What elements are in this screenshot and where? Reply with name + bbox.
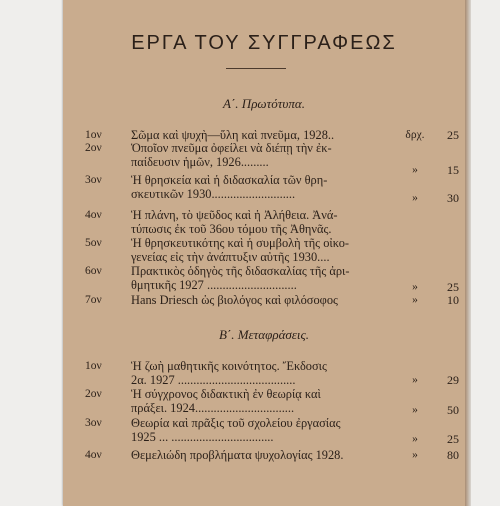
ditto-mark: »	[412, 192, 418, 204]
section-heading-translations: Β΄. Μεταφράσεις.	[218, 327, 310, 342]
item-title-line: Ἡ θρησκευτικότης καὶ ἡ συμβολὴ τῆς οἰκο-	[131, 236, 350, 250]
item-number: 3ον	[85, 174, 102, 186]
item-title-line: Πρακτικὸς ὁδηγὸς τῆς διδασκαλίας τῆς ἀρι-	[131, 264, 350, 278]
ditto-mark: »	[412, 281, 418, 293]
item-title-line: Hans Driesch ὡς βιολόγος καὶ φιλόσοφος	[131, 293, 338, 307]
section-heading-originals: Α΄. Πρωτότυπα.	[223, 96, 305, 111]
item-price: 25	[447, 432, 459, 446]
item-price: 25	[447, 280, 459, 294]
item-title-line: 1925 ... .................................	[131, 430, 274, 444]
item-price: 10	[447, 293, 459, 307]
item-number: 7ον	[85, 294, 102, 306]
item-number: 1ον	[85, 360, 102, 372]
item-price: 30	[447, 191, 459, 205]
item-title-line: Ἡ σύγχρονος διδακτικὴ ἐν θεωρίᾳ καὶ	[131, 387, 321, 401]
item-number: 4ον	[85, 209, 102, 221]
item-title-line: 2α. 1927 ......................................	[131, 373, 296, 387]
item-title-line: Σῶμα καὶ ψυχὴ—ὕλη καὶ πνεῦμα, 1928..	[131, 128, 335, 142]
ditto-mark: »	[412, 449, 418, 461]
item-price: 50	[447, 403, 459, 417]
ditto-mark: »	[412, 404, 418, 416]
currency-mark: δρχ.	[405, 129, 425, 141]
item-price: 15	[447, 163, 459, 177]
item-price: 29	[447, 373, 459, 387]
item-number: 5ον	[85, 237, 102, 249]
item-title-line: θμητικῆς 1927 .............................	[131, 278, 297, 292]
item-number: 6ον	[85, 265, 102, 277]
item-title-line: σκευτικῶν 1930...........................	[131, 187, 296, 201]
item-price: 80	[447, 448, 459, 462]
item-title-line: πράξει. 1924................................	[131, 401, 295, 415]
page-edge-shadow	[465, 0, 471, 506]
item-title-line: παίδευσιν ἡμῶν, 1926.........	[131, 155, 269, 169]
ditto-mark: »	[412, 294, 418, 306]
ditto-mark: »	[412, 433, 418, 445]
item-title-line: Θεωρία καὶ πρᾶξις τοῦ σχολείου ἐργασίας	[131, 416, 341, 430]
item-title-line: Ἡ θρησκεία καὶ ἡ διδασκαλία τῶν θρη-	[131, 173, 328, 187]
ditto-mark: »	[412, 374, 418, 386]
book-page	[63, 0, 465, 506]
ditto-mark: »	[412, 164, 418, 176]
item-number: 3ον	[85, 417, 102, 429]
item-title-line: Ἡ ζωὴ μαθητικῆς κοινότητος. Ἔκδοσις	[131, 359, 327, 373]
item-number: 2ον	[85, 142, 102, 154]
title-divider	[226, 68, 286, 69]
item-title-line: γενείας εἰς τὴν ἀνάπτυξιν αὐτῆς 1930....	[131, 250, 330, 264]
item-number: 1ον	[85, 129, 102, 141]
page-title: ΕΡΓΑ ΤΟΥ ΣΥΓΓΡΑΦΕΩΣ	[131, 32, 397, 54]
item-title-line: Θεμελιώδη προβλήματα ψυχολογίας 1928.	[131, 448, 344, 462]
item-title-line: τύπωσις ἐκ τοῦ 36ου τόμου τῆς Ἀθηνᾶς.	[131, 222, 332, 236]
item-number: 4ον	[85, 449, 102, 461]
item-title-line: Ἡ πλάνη, τὸ ψεῦδος καὶ ἡ Ἀλήθεια. Ἀνά-	[131, 208, 338, 222]
item-title-line: Ὁποῖον πνεῦμα ὀφείλει νὰ διέπῃ τὴν ἐκ-	[131, 141, 332, 155]
item-price: 25	[447, 128, 459, 142]
item-number: 2ον	[85, 388, 102, 400]
